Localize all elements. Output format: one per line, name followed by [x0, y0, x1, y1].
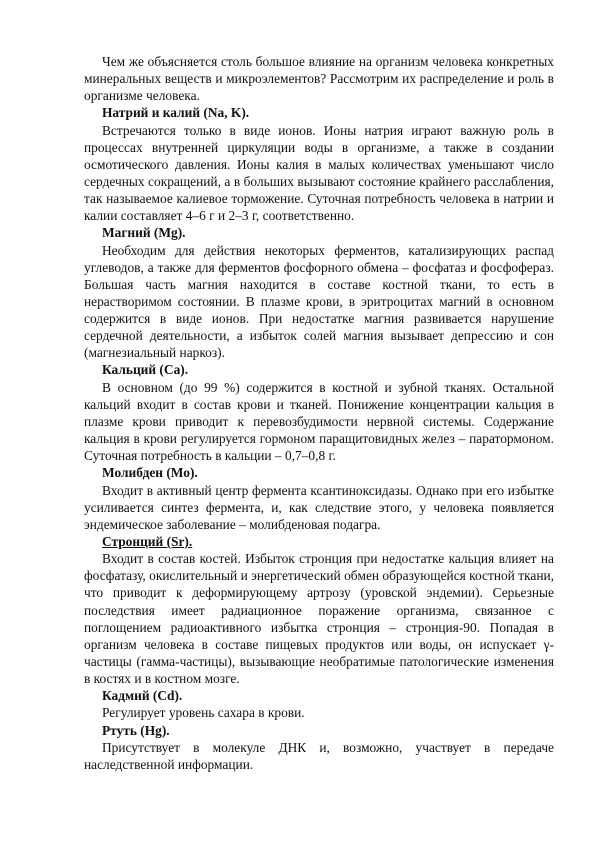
- section-text-calcium: В основном (до 99 %) содержится в костной и зубной тканях. Остальной кальций входит в состав крови и тканей. Понижение концентрации кальция в плазме крови приводит к перевозбудимости нервной системы. Содержание кальция в крови регулируется гормоном паращитовидных желез – паратормоном. Суточная потребность в кальции – 0,7–0,8 г.: [84, 379, 554, 464]
- intro-paragraph: Чем же объясняется столь большое влияние на организм человека конкретных минеральных веществ и микроэлементов? Рассмотрим их распределение и роль в организме человека.: [84, 54, 554, 104]
- section-heading-strontium: [84, 533, 554, 550]
- section-text-molybdenum: Входит в активный центр фермента ксантиноксидазы. Однако при его избытке усиливается синтез фермента, и, как следствие этого, у человека появляется эндемическое заболевание – молибденовая подагра.: [84, 482, 554, 532]
- section-heading-calcium: Кальций (Са).: [102, 362, 189, 378]
- section-text-strontium: Входит в состав костей. Избыток стронция при недостатке кальция влияет на фосфатазу, окислительный и энергетический обмен образующейся костной ткани, что приводит к деформирующему артрозу (уровской эндемии). Серьезные последствия имеет радиационное поражение организма, связанное с поглощением радиоактивного избытка стронция – стронция-90. Попадая в организм человека в составе пищевых продуктов или воды, он испускает γ-частицы (гамма-частицы), вызывающие необратимые патологические изменения в костях и в костном мозге.: [84, 551, 554, 686]
- section-heading-cadmium: Кадмий (Cd).: [102, 688, 183, 704]
- section-heading-molybdenum: Молибден (Мо).: [102, 465, 198, 481]
- section-heading-magnesium: Магний (Mg).: [102, 225, 186, 241]
- section-heading-strontium-label: Стронций (Sr).: [102, 533, 193, 549]
- section-text-magnesium: Необходим для действия некоторых ферментов, катализирующих распад углеводов, а также для ферментов фосфорного обмена – фосфатаз и фосфофераз. Большая часть магния находится в составе костной ткани, то есть в нерастворимом состоянии. В плазме крови, в эритроцитах магний в основном содержится в виде ионов. При недостатке магния развивается нарушение сердечной деятельности, а избыток солей магния вызывает депрессию и сон (магнезиальный наркоз).: [84, 242, 554, 361]
- section-heading-sodium-potassium: Натрий и калий (Na, K).: [102, 105, 250, 121]
- section-text-mercury: Присутствует в молекуле ДНК и, возможно, участвует в передаче наследственной информации.: [84, 739, 554, 773]
- document-page: [84, 53, 554, 773]
- section-text-sodium-potassium: Встречаются только в виде ионов. Ионы натрия играют важную роль в процессах внутренней циркуляции воды в организме, а также в создании осмотического давления. Ионы калия в малых количествах уменьшают число сердечных сокращений, а в больших вызывают состояние крайнего расслабления, так называемое калиевое торможение. Суточная потребность человека в натрии и калии составляет 4–6 г и 2–3 г, соответственно.: [84, 122, 554, 224]
- section-heading-mercury: Ртуть (Hg).: [102, 722, 170, 738]
- section-text-cadmium: Регулирует уровень сахара в крови.: [102, 705, 305, 721]
